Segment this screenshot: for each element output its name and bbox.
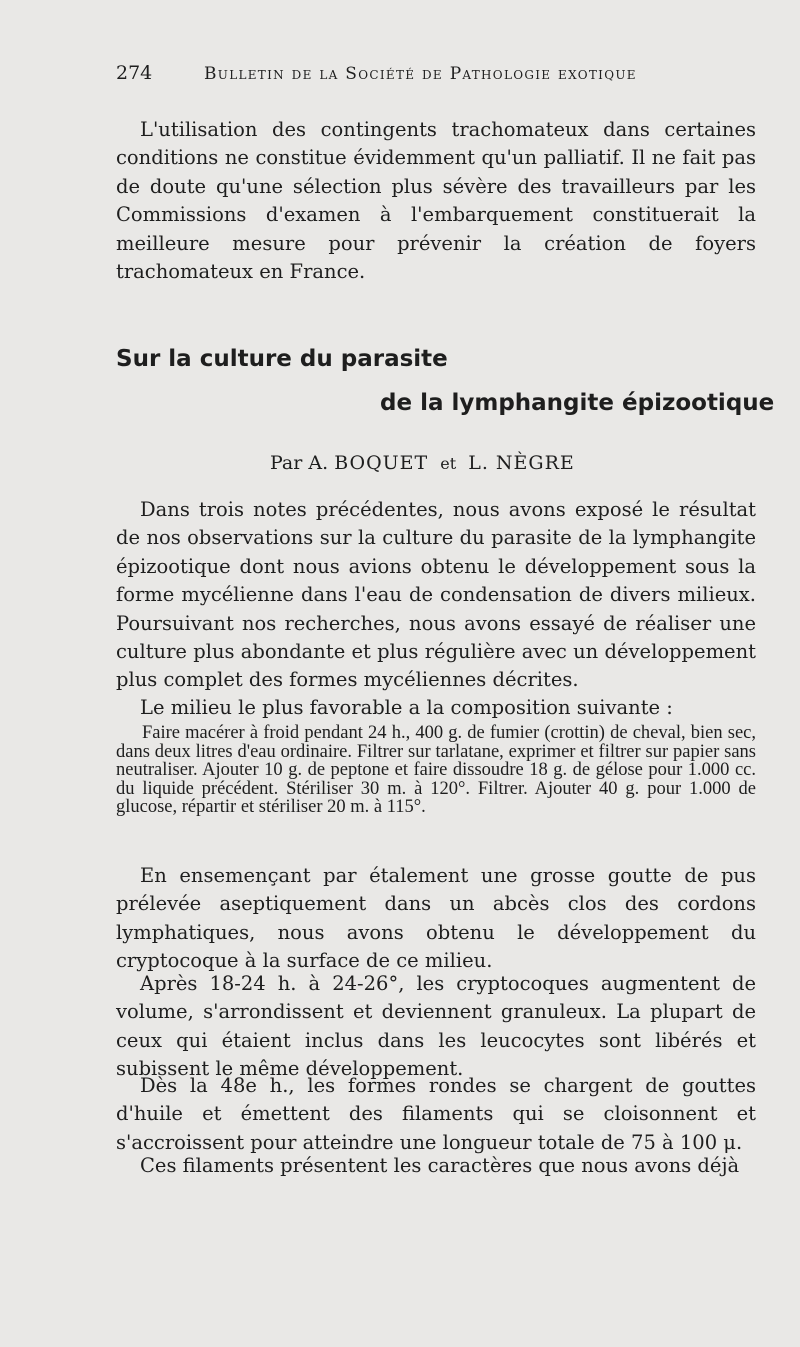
byline-prefix: Par A.	[270, 452, 329, 474]
culture-medium-recipe: Faire macérer à froid pendant 24 h., 400 g. de fumier (crottin) de cheval, bien sec, dans deux litres d'eau ordinaire. Filtrer sur tarlatane, exprimer et filtrer sur papier sans neutraliser. Ajouter 10 g. de peptone et faire dissoudre 18 g. de gélose pour 1.000 cc. du liquide précédent. Stériliser 30 m. à 120°. Filtrer. Ajouter 40 g. pour 1.000 de glucose, répartir et stériliser 20 m. à 115°.	[116, 723, 756, 817]
byline	[270, 452, 575, 474]
byline-conjunction: et	[440, 454, 457, 473]
article-title-line-2: de la lymphangite épizootique	[380, 390, 775, 416]
running-title: Bulletin de la Société de Pathologie exotique	[204, 64, 637, 84]
page-number: 274	[116, 62, 153, 84]
body-paragraph-5: Dès la 48e h., les formes rondes se chargent de gouttes d'huile et émettent des filaments qui se cloisonnent et s'accroissent pour atteindre une longueur totale de 75 à 100 μ.	[116, 1074, 756, 1154]
body-paragraph-3: En ensemençant par étalement une grosse goutte de pus prélevée aseptiquement dans un abcès clos des cordons lymphatiques, nous avons obtenu le développement du cryptocoque à la surface de ce milieu.	[116, 864, 756, 973]
page-header	[116, 62, 756, 92]
body-paragraph-1: Dans trois notes précédentes, nous avons exposé le résultat de nos observations sur la culture du parasite de la lymphangite épizootique dont nous avions obtenu le développement sous la forme mycélienne dans l'eau de condensation de divers milieux. Poursuivant nos recherches, nous avons essayé de réaliser une culture plus abondante et plus régulière avec un développement plus complet des formes mycéliennes décrites.	[116, 498, 756, 692]
body-paragraph-4: Après 18-24 h. à 24-26°, les cryptocoques augmentent de volume, s'arrondissent et deviennent granuleux. La plupart de ceux qui étaient inclus dans les leucocytes sont libérés et subissent le même développement.	[116, 972, 756, 1081]
previous-article-closing-paragraph: L'utilisation des contingents trachomateux dans certaines conditions ne constitue évidemment qu'un palliatif. Il ne fait pas de doute qu'une sélection plus sévère des travailleurs par les Commissions d'examen à l'embarquement constituerait la meilleure mesure pour prévenir la création de foyers trachomateux en France.	[116, 118, 756, 284]
body-paragraph-6: Ces filaments présentent les caractères que nous avons déjà	[140, 1154, 740, 1177]
author-1: BOQUET	[334, 452, 429, 474]
author-2: L. NÈGRE	[468, 452, 575, 474]
body-paragraph-2: Le milieu le plus favorable a la composition suivante :	[140, 696, 673, 719]
article-title-line-1: Sur la culture du parasite	[116, 346, 448, 372]
